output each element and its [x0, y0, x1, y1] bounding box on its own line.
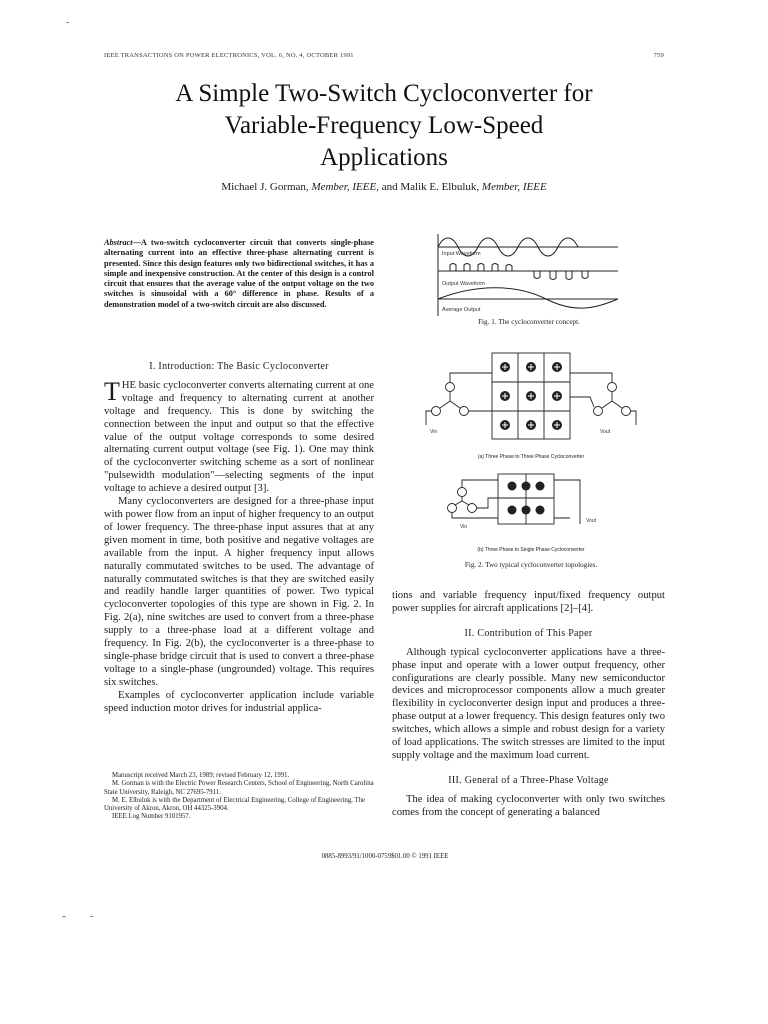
figure-2b-caption: (b) Three Phase to Single Phase Cycloconverter [477, 547, 585, 553]
fig2a-vout-label: Vout [600, 429, 611, 435]
section-1-paragraph-1 [104, 376, 374, 496]
author-line [70, 181, 698, 193]
fig2b-switch-icon [536, 506, 545, 515]
fig2b-vin-label: Vin [460, 524, 468, 530]
fig2a-load-leads [570, 373, 636, 425]
fig2b-source-leads [452, 480, 498, 518]
figure-2a [420, 345, 642, 449]
fig2b-switch-icon [508, 482, 517, 491]
author-2: Malik E. Elbuluk, [400, 181, 480, 193]
fig2b-switch-icon [522, 506, 531, 515]
fig2a-load-3-icon [622, 407, 631, 416]
running-header [104, 52, 664, 59]
fig2b-switch-icon [508, 506, 517, 515]
fig2a-vin-label: Vin [430, 429, 438, 435]
scan-artifact [66, 22, 69, 23]
section-1-paragraph-1-text: HE basic cycloconverter converts alternating current at one voltage and frequency to alternating current at another voltage and frequency. This is done by switching the connection between the input and output so that the effective value of the output voltage corresponds to some desired alternating current output voltage (see Fig. 1). One may think of the cycloconverter switching scheme as a sort of nonlinear "pulsewidth modulation"—selecting segments of the input voltage to achieve a desired output [3]. [104, 379, 374, 495]
figure-2-caption: Fig. 2. Two typical cycloconverter topologies. [464, 561, 598, 569]
fig1-average-label: Average Output [442, 307, 481, 313]
running-title: IEEE TRANSACTIONS ON POWER ELECTRONICS, VOL. 6, NO. 4, OCTOBER 1991 [104, 52, 354, 59]
fig1-output-pulses-positive [450, 264, 512, 272]
footnote-line-1: Manuscript received March 23, 1989; revised February 12, 1991. [112, 772, 290, 779]
page-number: 759 [653, 52, 664, 59]
fig2a-source-2-icon [432, 407, 441, 416]
figure-1 [436, 232, 622, 320]
author-conj: and [381, 181, 398, 193]
figure-1-caption: Fig. 1. The cycloconverter concept. [478, 318, 580, 326]
paper-title [70, 78, 698, 174]
fig2a-load-star [602, 392, 622, 408]
fig1-output-label: Output Waveform [442, 281, 485, 287]
title-line-2: Variable-Frequency Low-Speed [224, 112, 544, 139]
abstract [104, 238, 374, 310]
abstract-text: —A two-switch cycloconverter circuit that converts single-phase alternating current into an effective three-phase alternating current is presented. Since this design features only two bidirectional switches, it has a simple and inexpensive construction. At the center of this design is a control circuit that ensures that the average value of the output voltage on the two switches is sinusoidal with a 60° difference in phase. Results of a demonstration model of a two-switch circuit are also discussed. [104, 238, 374, 309]
fig2b-vout-label: Vout [586, 518, 597, 524]
footnote-line-3: M. E. Elbuluk is with the Department of Electrical Engineering, College of Engineering, The University of Akron, Akron, OH 44325-3904. [104, 796, 365, 813]
fig2b-source-1-icon [458, 488, 467, 497]
author-2-role: Member, IEEE [481, 181, 547, 193]
fig2a-source-3-icon [460, 407, 469, 416]
fig2a-source-leads [426, 373, 492, 425]
footnote-line-2: M. Gorman is with the Electric Power Research Centers, School of Engineering, North Carolina State University, Raleigh, NC 27695-7911. [104, 780, 374, 796]
section-1-paragraph-2: Many cycloconverters are designed for a three-phase input with power flow from an input of higher frequency to an output of lower frequency. The three-phase input assures that at any given moment in time, both positive and negative voltages are available from the input. A higher frequency input allows naturally commutated switches to be used. The advantage of naturally commutated switches is that they are switched easily and readily handle larger quantities of power. Two typical cycloconverter topologies of this type are shown in Fig. 2. In Fig. 2(a), nine switches are used to convert from a three-phase supply to a three-phase load at a different voltage and frequency. In Fig. 2(b), the cycloconverter is a three-phase to single-phase bridge circuit that is used to convert a three-phase voltage to a single-phase (ungrounded) voltage. This requires six switches. [104, 496, 374, 688]
copyright-line: 0885-8993/91/1000-0759$01.00 © 1991 IEEE [321, 853, 449, 860]
author-1-role: Member, IEEE, [311, 181, 379, 193]
fig2b-load-leads [554, 480, 580, 524]
fig1-average-waveform [438, 288, 618, 308]
fig1-output-pulses-negative [534, 271, 588, 280]
scan-artifact [90, 916, 93, 917]
fig2a-source-1-icon [446, 383, 455, 392]
fig2a-load-1-icon [608, 383, 617, 392]
figure-2b [440, 470, 610, 532]
section-3-paragraph-1: The idea of making cycloconverter with only two switches comes from the concept of generating a balanced [392, 793, 665, 818]
right-column [392, 590, 665, 820]
fig2a-load-2-icon [594, 407, 603, 416]
abstract-label: Abstract [104, 238, 133, 247]
fig2b-source-star [455, 497, 469, 505]
section-3-heading: III. General of a Three-Phase Voltage [448, 774, 609, 786]
fig2b-switch-icon [522, 482, 531, 491]
section-1-continuation: tions and variable frequency input/fixed frequency output power supplies for aircraft applications [2]–[4]. [392, 590, 665, 614]
section-2-paragraph-1: Although typical cycloconverter applications have a three-phase input and operate with a lower output frequency, other configurations are clearly possible. Many new semiconductor devices and microprocessor components allow a much greater flexibility in cycloconverter design input and produces a three-phase output at a lower frequency. This design features only two switches, which allows a simple and robust design for a variety of load applications. The switch stresses are limited to the input supply voltage and the maximum load current. [392, 646, 666, 761]
section-1-paragraph-3: Examples of cycloconverter application include variable speed induction motor drives for industrial applica- [104, 689, 374, 714]
section-2-heading: II. Contribution of This Paper [464, 627, 593, 639]
title-line-3: Applications [320, 144, 448, 171]
figure-2a-caption: (a) Three Phase to Three Phase Cycloconverter [477, 454, 585, 460]
scan-artifact [62, 916, 66, 917]
title-line-1: A Simple Two-Switch Cycloconverter for [175, 80, 593, 107]
footnote [104, 772, 374, 822]
fig2a-source-star [440, 392, 460, 408]
fig2b-switch-icon [536, 482, 545, 491]
left-column [104, 361, 374, 715]
section-1-heading: I. Introduction: The Basic Cycloconverter [149, 361, 329, 372]
drop-cap: T [104, 376, 120, 406]
fig1-input-label: Input Waveform [442, 251, 481, 257]
footnote-line-4: IEEE Log Number 9101957. [112, 813, 191, 821]
author-1: Michael J. Gorman, [221, 181, 309, 193]
